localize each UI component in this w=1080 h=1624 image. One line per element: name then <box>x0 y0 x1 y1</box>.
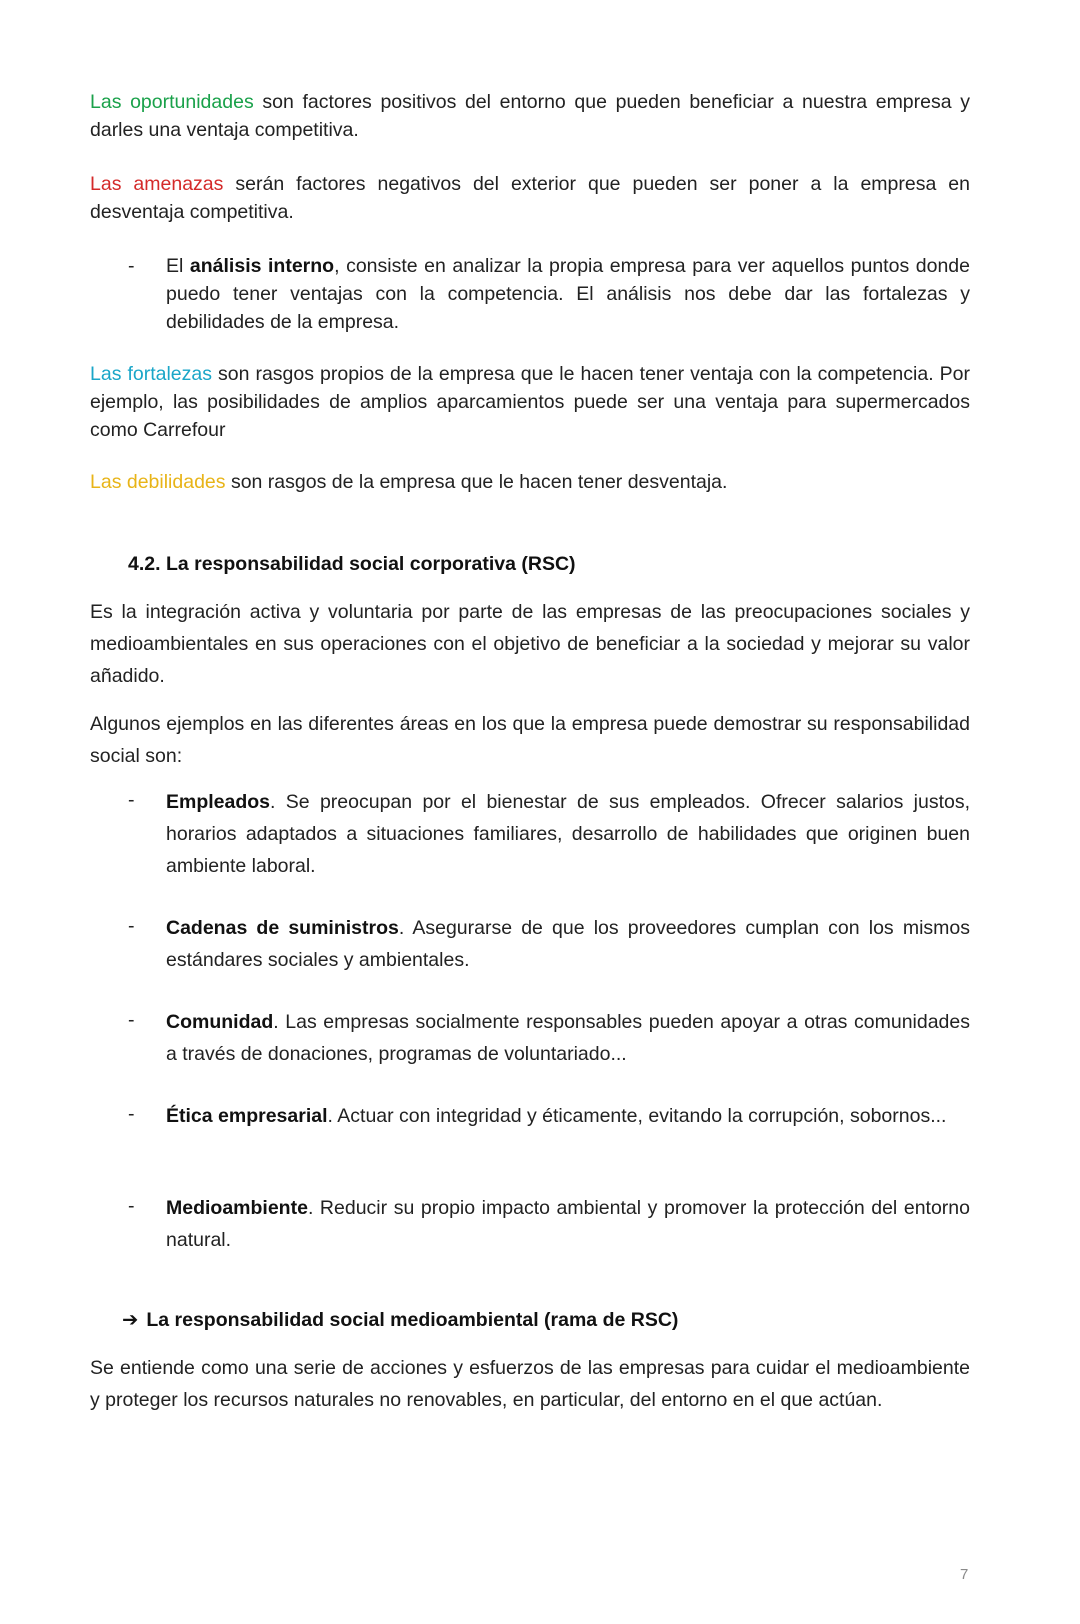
list-dash: - <box>128 789 135 811</box>
paragraph-text: son rasgos de la empresa que le hacen tener desventaja. <box>225 471 728 493</box>
paragraph-ejemplos: Algunos ejemplos en las diferentes áreas en los que la empresa puede demostrar su responsabilidad social son: <box>90 713 970 767</box>
list-dash: - <box>128 1195 135 1217</box>
paragraph-oportunidades <box>90 88 970 144</box>
paragraph-debilidades <box>90 468 970 496</box>
term-debilidades: Las debilidades <box>90 471 226 493</box>
list-item-cadenas-suministros <box>166 912 970 976</box>
list-item-bold: Ética empresarial <box>166 1105 328 1127</box>
list-dash: - <box>128 915 135 937</box>
list-dash: - <box>128 1009 135 1031</box>
paragraph-fortalezas <box>90 360 970 444</box>
list-item-bold: Medioambiente <box>166 1197 308 1219</box>
list-item-empleados <box>166 786 970 882</box>
list-item-text: . Actuar con integridad y éticamente, evitando la corrupción, sobornos... <box>327 1105 947 1127</box>
list-item-etica-empresarial <box>166 1100 970 1132</box>
list-dash: - <box>128 1103 135 1125</box>
paragraph-text: serán factores negativos del exterior que pueden ser poner a la empresa en desventaja competitiva. <box>90 173 971 223</box>
list-item-comunidad <box>166 1006 970 1070</box>
list-item-text: , consiste en analizar la propia empresa para ver aquellos puntos donde puedo tener ventajas con la competencia. El análisis nos debe dar las fortalezas y debilidades de la empresa. <box>166 255 970 333</box>
paragraph-definicion: Es la integración activa y voluntaria por parte de las empresas de las preocupaciones sociales y medioambientales en sus operaciones con el objetivo de beneficiar a la sociedad y mejorar su valor añadido. <box>90 601 970 687</box>
list-item-text: . Reducir su propio impacto ambiental y promover la protección del entorno natural. <box>166 1197 970 1251</box>
list-item-medioambiente <box>166 1192 970 1256</box>
paragraph-text: son factores positivos del entorno que pueden beneficiar a nuestra empresa y darles una ventaja competitiva. <box>90 91 970 141</box>
list-item-bold: análisis interno <box>189 255 335 277</box>
paragraph-text: son rasgos propios de la empresa que le hacen tener ventaja con la competencia. Por ejemplo, las posibilidades de amplios aparcamientos puede ser una ventaja para supermercados como Carrefour <box>90 363 970 441</box>
list-item-bold: Comunidad <box>166 1011 274 1033</box>
list-dash: - <box>128 255 135 277</box>
list-item-text: . Se preocupan por el bienestar de sus empleados. Ofrecer salarios justos, horarios adaptados a situaciones familiares, desarrollo de habilidades que originen buen ambiente laboral. <box>166 791 970 877</box>
term-fortalezas: Las fortalezas <box>90 363 212 385</box>
term-amenazas: Las amenazas <box>90 173 224 195</box>
section-heading: 4.2. La responsabilidad social corporativa (RSC) <box>128 553 576 575</box>
paragraph-medioambiental: Se entiende como una serie de acciones y esfuerzos de las empresas para cuidar el medioambiente y proteger los recursos naturales no renovables, en particular, del entorno en el que actúan. <box>90 1357 970 1411</box>
list-item-analisis-interno <box>166 252 970 336</box>
term-oportunidades: Las oportunidades <box>90 91 254 113</box>
list-item-text: . Asegurarse de que los proveedores cumplan con los mismos estándares sociales y ambientales. <box>166 917 970 971</box>
arrow-right-icon: ➔ <box>122 1309 139 1331</box>
list-item-text: . Las empresas socialmente responsables pueden apoyar a otras comunidades a través de donaciones, programas de voluntariado... <box>166 1011 970 1065</box>
page-number: 7 <box>960 1566 969 1583</box>
sub-heading-text: La responsabilidad social medioambiental (rama de RSC) <box>146 1309 679 1331</box>
list-item-bold: Empleados <box>166 791 271 813</box>
paragraph-amenazas <box>90 170 970 226</box>
list-item-bold: Cadenas de suministros <box>166 917 399 939</box>
list-item-prefix: El <box>166 255 190 277</box>
sub-heading <box>122 1306 678 1334</box>
